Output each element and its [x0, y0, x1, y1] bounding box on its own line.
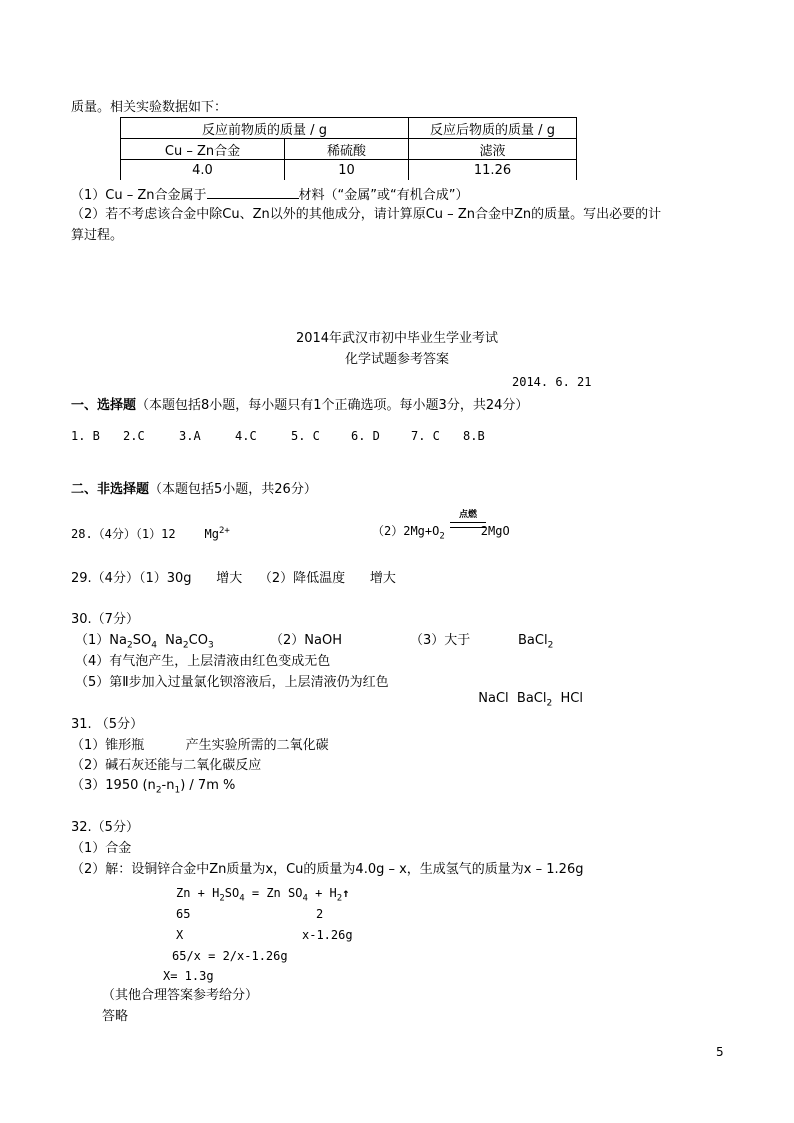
q30-part-3-answer [518, 633, 553, 654]
section-1-heading [71, 398, 528, 414]
q31-3-c: ) / 7m % [180, 778, 236, 793]
q30-part-1 [75, 633, 214, 654]
col-cu-zn-alloy: Cu – Zn合金 [121, 139, 285, 160]
question-2-line-2: 算过程。 [71, 228, 124, 243]
eq-zn-so: = Zn SO [244, 886, 303, 900]
q30-na-2: Na [156, 633, 183, 648]
section-2-note: （本题包括5小题，共26分） [149, 482, 317, 497]
q28-part-2 [372, 523, 510, 544]
section-2-heading [71, 482, 317, 498]
q31-title: 31. （5分） [71, 717, 144, 732]
answer-blank [207, 186, 299, 199]
val-filtrate-mass: 11.26 [409, 160, 577, 181]
q28-condition-ignite: 点燃 [458, 510, 477, 520]
q28-ion: Mg [204, 527, 219, 541]
q30-part-3: （3）大于 [410, 633, 471, 648]
q28-ion-charge: 2+ [218, 526, 230, 536]
section-2-title: 二、非选择题 [71, 482, 150, 497]
q31-part-2: （2）碱石灰还能与二氧化碳反应 [71, 758, 262, 773]
q30-sub-1: 2 [126, 640, 133, 651]
eq-sub-1: 2 [219, 893, 225, 904]
col-dilute-sulfuric-acid: 稀硫酸 [285, 139, 409, 160]
q32-equation [176, 885, 349, 906]
other-answers-note: （其他合理答案参考给分） [102, 988, 259, 1003]
section-1-note: （本题包括8小题，每小题只有1个正确选项。每小题3分，共24分） [136, 398, 529, 413]
q30-sub-3: 2 [182, 640, 189, 651]
q31-3-a: （3）1950 (n [71, 778, 156, 793]
q30-5-ions-b: HCl [552, 691, 583, 706]
q30-sub-2: 4 [151, 640, 157, 651]
q31-part-1: （1）锥形瓶 产生实验所需的二氧化碳 [71, 738, 329, 753]
q28-part-1 [71, 523, 230, 542]
val-alloy-mass: 4.0 [121, 160, 285, 181]
q31-3-sub1: 2 [155, 785, 162, 796]
result-value: X= 1.3g [163, 969, 214, 983]
choice-6: 6. D [351, 429, 380, 443]
question-1-prefix: （1）Cu – Zn合金属于 [71, 188, 207, 203]
question-1 [71, 186, 468, 204]
eq-so: SO [224, 886, 240, 900]
q28-answer-1: 28.（4分）（1）12 [71, 527, 176, 541]
choice-3: 3.A [179, 429, 201, 443]
choice-4: 4.C [235, 429, 257, 443]
q28-equals-sign [450, 522, 486, 528]
choice-answers [71, 428, 485, 444]
choice-2: 2.C [123, 429, 145, 443]
q30-part-4: （4）有气泡产生，上层清液由红色变成无色 [75, 654, 331, 669]
experiment-data-table [120, 117, 577, 180]
intro-text: 质量。相关实验数据如下： [71, 100, 228, 115]
q30-bacl: BaCl [518, 633, 548, 648]
question-1-suffix: 材料（“金属”或“有机合成”） [298, 188, 469, 203]
row-2: 2 [316, 907, 324, 921]
eq-sub-2: 4 [239, 893, 245, 904]
val-acid-mass: 10 [285, 160, 409, 181]
q32-part-2: （2）解：设铜锌合金中Zn质量为x，Cu的质量为4.0g – x，生成氢气的质量为x – 1.26g [71, 862, 584, 877]
q30-5-ions-a: NaCl BaCl [478, 691, 547, 706]
q30-co: CO [188, 633, 208, 648]
col-filtrate: 滤液 [409, 139, 577, 160]
row-65: 65 [176, 907, 191, 921]
ratio-equation: 65/x = 2/x-1.26g [172, 949, 288, 963]
q30-bacl-sub: 2 [547, 640, 554, 651]
q28-equation-reactants: （2）2Mg+O [372, 524, 440, 538]
choice-1: 1. B [71, 429, 100, 443]
q32-title: 32.（5分） [71, 820, 139, 835]
q30-5-sub: 2 [546, 698, 553, 709]
section-1-title: 一、选择题 [71, 398, 137, 413]
q30-na: （1）Na [75, 633, 127, 648]
eq-sub-3: 4 [302, 893, 308, 904]
choice-7: 7. C [411, 429, 440, 443]
q28-equation-product: 2MgO [480, 524, 510, 538]
eq-sub-4: 2 [336, 893, 343, 904]
q31-part-3 [71, 778, 235, 799]
answer-date: 2014. 6. 21 [512, 375, 592, 389]
answer-title: 2014年武汉市初中毕业生学业考试 [295, 331, 499, 346]
gas-arrow-icon: ↑ [342, 886, 350, 900]
q30-title: 30.（7分） [71, 612, 139, 627]
q31-3-sub2: 1 [174, 785, 181, 796]
q30-part-2: （2）NaOH [270, 633, 342, 648]
q28-o2-sub: 2 [439, 531, 445, 542]
q30-part-5-answer [470, 675, 583, 712]
q31-3-b: -n [161, 778, 175, 793]
choice-8: 8.B [463, 429, 485, 443]
header-after-reaction: 反应后物质的质量 / g [409, 118, 577, 139]
answer-subtitle: 化学试题参考答案 [344, 352, 449, 367]
question-2-line-1: （2）若不考虑该合金中除Cu、Zn以外的其他成分，请计算原Cu – Zn合金中Zn的质量。写出必要的计 [71, 207, 662, 222]
q30-sub-4: 3 [207, 640, 214, 651]
eq-h: + H [307, 886, 337, 900]
header-before-reaction: 反应前物质的质量 / g [121, 118, 409, 139]
row-x-minus: x-1.26g [302, 928, 353, 942]
answer-omitted: 答略 [102, 1009, 129, 1024]
q29-answer: 29.（4分）（1）30g 增大 （2）降低温度 增大 [71, 571, 396, 586]
q32-part-1: （1）合金 [71, 841, 132, 856]
eq-zn-h: Zn + H [176, 886, 220, 900]
row-x: X [176, 928, 184, 942]
choice-5: 5. C [291, 429, 320, 443]
page-number: 5 [716, 1045, 724, 1059]
q30-part-5: （5）第Ⅱ步加入过量氯化钡溶液后，上层清液仍为红色 [75, 675, 389, 690]
q30-so: SO [132, 633, 152, 648]
